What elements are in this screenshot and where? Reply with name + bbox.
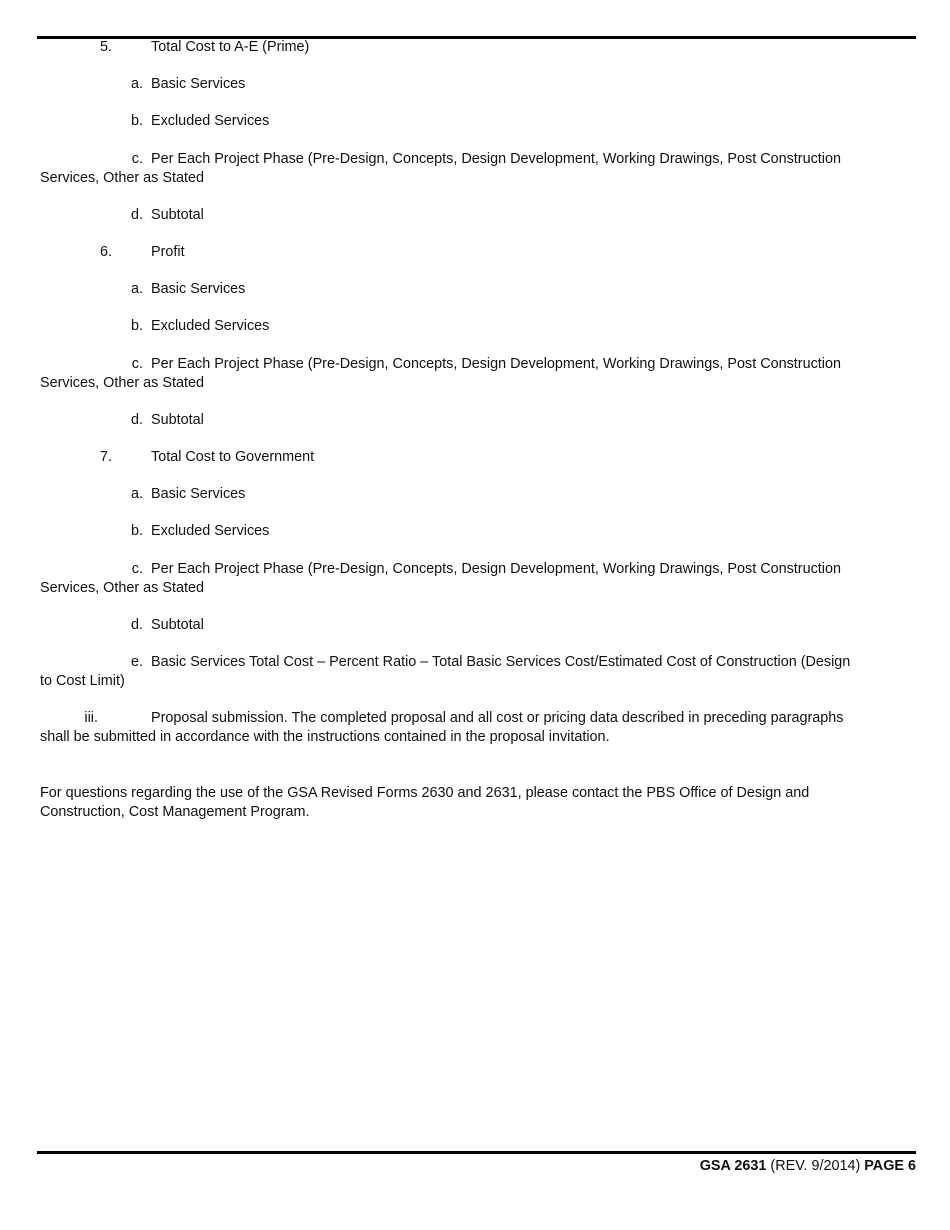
section-title: Total Cost to A-E (Prime): [151, 39, 310, 55]
item-text: Per Each Project Phase (Pre-Design, Concepts, Design Development, Working Drawings, Post Construction: [151, 356, 841, 372]
item-text: Basic Services: [151, 486, 246, 502]
section-title: Profit: [151, 244, 185, 260]
item-letter: b.: [130, 523, 143, 539]
section-number: 5.: [99, 39, 112, 55]
page-number: PAGE 6: [864, 1158, 916, 1174]
item-text: Excluded Services: [151, 318, 270, 334]
item-letter: d.: [130, 617, 143, 633]
item-letter: a.: [130, 76, 143, 92]
item-letter: a.: [130, 281, 143, 297]
form-revision: (REV. 9/2014): [770, 1158, 861, 1174]
item-text: Subtotal: [151, 617, 204, 633]
item-letter: d.: [130, 412, 143, 428]
page-footer: [700, 1157, 916, 1176]
item-letter: c.: [131, 356, 143, 372]
form-number: GSA 2631: [699, 1158, 767, 1174]
item-letter: c.: [131, 561, 143, 577]
item-text-continuation: Services, Other as Stated: [40, 580, 204, 596]
item-text: Basic Services Total Cost – Percent Ratio – Total Basic Services Cost/Estimated Cost of Construction (Design: [151, 654, 851, 670]
section-number: 7.: [99, 449, 112, 465]
proposal-text-continuation: shall be submitted in accordance with the instructions contained in the proposal invitation.: [40, 729, 610, 745]
item-text: Subtotal: [151, 412, 204, 428]
item-letter: c.: [131, 151, 143, 167]
contact-line-2: Construction, Cost Management Program.: [40, 804, 310, 820]
bottom-rule: [37, 1151, 916, 1154]
item-letter: e.: [130, 654, 143, 670]
item-letter: d.: [130, 207, 143, 223]
item-letter: b.: [130, 113, 143, 129]
item-text: Excluded Services: [151, 523, 270, 539]
section-title: Total Cost to Government: [151, 449, 315, 465]
item-text: Per Each Project Phase (Pre-Design, Concepts, Design Development, Working Drawings, Post Construction: [151, 151, 841, 167]
item-text-continuation: to Cost Limit): [40, 673, 125, 689]
item-letter: a.: [130, 486, 143, 502]
item-text: Basic Services: [151, 281, 246, 297]
item-text: Basic Services: [151, 76, 246, 92]
item-letter: b.: [130, 318, 143, 334]
item-text-continuation: Services, Other as Stated: [40, 170, 204, 186]
proposal-text: Proposal submission. The completed proposal and all cost or pricing data described in preceding paragraphs: [151, 710, 844, 726]
item-text-continuation: Services, Other as Stated: [40, 375, 204, 391]
item-text: Per Each Project Phase (Pre-Design, Concepts, Design Development, Working Drawings, Post Construction: [151, 561, 841, 577]
item-text: Excluded Services: [151, 113, 270, 129]
section-number: 6.: [99, 244, 112, 260]
proposal-numeral: iii.: [84, 710, 98, 726]
item-text: Subtotal: [151, 207, 204, 223]
contact-line-1: For questions regarding the use of the GSA Revised Forms 2630 and 2631, please contact the PBS Office of Design and: [40, 785, 810, 801]
